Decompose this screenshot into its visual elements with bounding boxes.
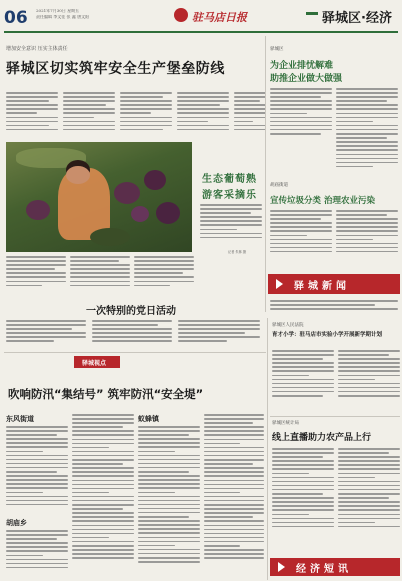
flood-body-2 bbox=[72, 414, 134, 576]
bottom-section bbox=[4, 354, 266, 579]
caption-credit: 记者 朱林 摄 bbox=[228, 250, 246, 254]
bottom-column-divider bbox=[267, 318, 268, 580]
lead-body-col-3 bbox=[120, 92, 172, 138]
right-body-2b bbox=[336, 210, 398, 266]
grape-photo bbox=[6, 142, 192, 252]
lead-body-col-2 bbox=[63, 92, 115, 138]
right-headline-1b: 助推企业做大做强 bbox=[270, 74, 343, 84]
lead-body-col-1 bbox=[6, 92, 58, 138]
right-body-news bbox=[270, 300, 398, 318]
party-body-1 bbox=[6, 320, 86, 350]
br-body-2a bbox=[272, 448, 334, 552]
date-line: 2021年7月30日 星期五 bbox=[36, 9, 80, 13]
lead-body-lower-2 bbox=[70, 256, 130, 296]
party-activity-article bbox=[4, 298, 262, 352]
br-body-1a bbox=[272, 350, 334, 412]
caption-title-line-1: 生态葡萄熟 bbox=[202, 174, 257, 185]
banner-brief bbox=[270, 558, 400, 576]
lead-kicker: 增加安全意识 压实主体责任 bbox=[6, 46, 68, 52]
flood-sub-3: 胡庙乡 bbox=[6, 519, 27, 527]
masthead bbox=[0, 0, 402, 36]
banner-brief-arrow-icon bbox=[278, 562, 285, 572]
bottom-right-headline-1: 育才小学：驻马店市实验小学开展新学期计划 bbox=[272, 332, 383, 338]
banner-news-arrow-icon bbox=[276, 279, 283, 289]
right-headline-1a: 为企业排忧解难 bbox=[270, 61, 334, 71]
party-body-2 bbox=[92, 320, 172, 350]
logo-emblem-icon bbox=[174, 8, 188, 22]
masthead-rule bbox=[4, 31, 398, 33]
br-body-1b bbox=[338, 350, 400, 412]
lead-body-lower-1 bbox=[6, 256, 66, 296]
flood-headline: 吹响防汛“集结号” 筑牢防汛“安全堤” bbox=[8, 387, 204, 401]
section-divider bbox=[306, 12, 318, 15]
caption-title-line-2: 游客采摘乐 bbox=[202, 190, 257, 201]
column-divider bbox=[265, 36, 266, 312]
flood-sub-2: 蚁蜂镇 bbox=[138, 415, 159, 423]
party-body-3 bbox=[178, 320, 260, 350]
right-headline-2: 宣传垃圾分类 治理农业污染 bbox=[270, 196, 375, 206]
tag-top: 驿城区 bbox=[270, 47, 284, 52]
tag-1: 驿城区人民法院 bbox=[272, 323, 304, 328]
lead-body-lower-3 bbox=[134, 256, 194, 296]
tag-mid: 胡庙街道 bbox=[270, 183, 288, 188]
lead-body-col-5 bbox=[234, 92, 266, 138]
party-activity-headline: 一次特别的党日活动 bbox=[86, 306, 176, 317]
caption-body bbox=[200, 204, 262, 248]
banner-news-label: 驿城新闻 bbox=[294, 281, 350, 292]
lead-article bbox=[4, 38, 266, 298]
flood-sub-1: 东风街道 bbox=[6, 415, 34, 423]
br-rule bbox=[270, 416, 400, 417]
right-body-1a bbox=[270, 88, 332, 148]
flood-body-1 bbox=[6, 426, 68, 514]
br-body-2b bbox=[338, 448, 400, 552]
editor-line: 责任编辑 李文佳 张 鑫 唐文阳 bbox=[36, 15, 90, 19]
lead-body-col-4 bbox=[177, 92, 229, 138]
section-title: 驿城区·经济 bbox=[322, 11, 392, 26]
lead-headline: 驿城区切实筑牢安全生产堡垒防线 bbox=[6, 61, 225, 77]
right-column bbox=[268, 38, 400, 318]
right-body-2a bbox=[270, 210, 332, 266]
photo-caption bbox=[198, 142, 264, 292]
banner-brief-label: 经济短讯 bbox=[296, 564, 352, 575]
tag-banner-label: 驿城视点 bbox=[82, 360, 107, 367]
tag-banner bbox=[74, 356, 120, 368]
tag-2: 驿城区统计局 bbox=[272, 421, 299, 426]
flood-body-4 bbox=[138, 426, 200, 576]
masthead-logo: 驻马店日报 bbox=[192, 11, 247, 24]
flood-body-3 bbox=[6, 530, 68, 576]
page-number: 06 bbox=[4, 8, 28, 28]
banner-news bbox=[268, 274, 400, 294]
flood-body-5 bbox=[204, 414, 264, 576]
right-body-1b bbox=[336, 88, 398, 194]
bottom-right-headline-2: 线上直播助力农产品上行 bbox=[272, 433, 372, 443]
bottom-top-rule bbox=[4, 352, 266, 353]
bottom-right bbox=[270, 322, 400, 578]
